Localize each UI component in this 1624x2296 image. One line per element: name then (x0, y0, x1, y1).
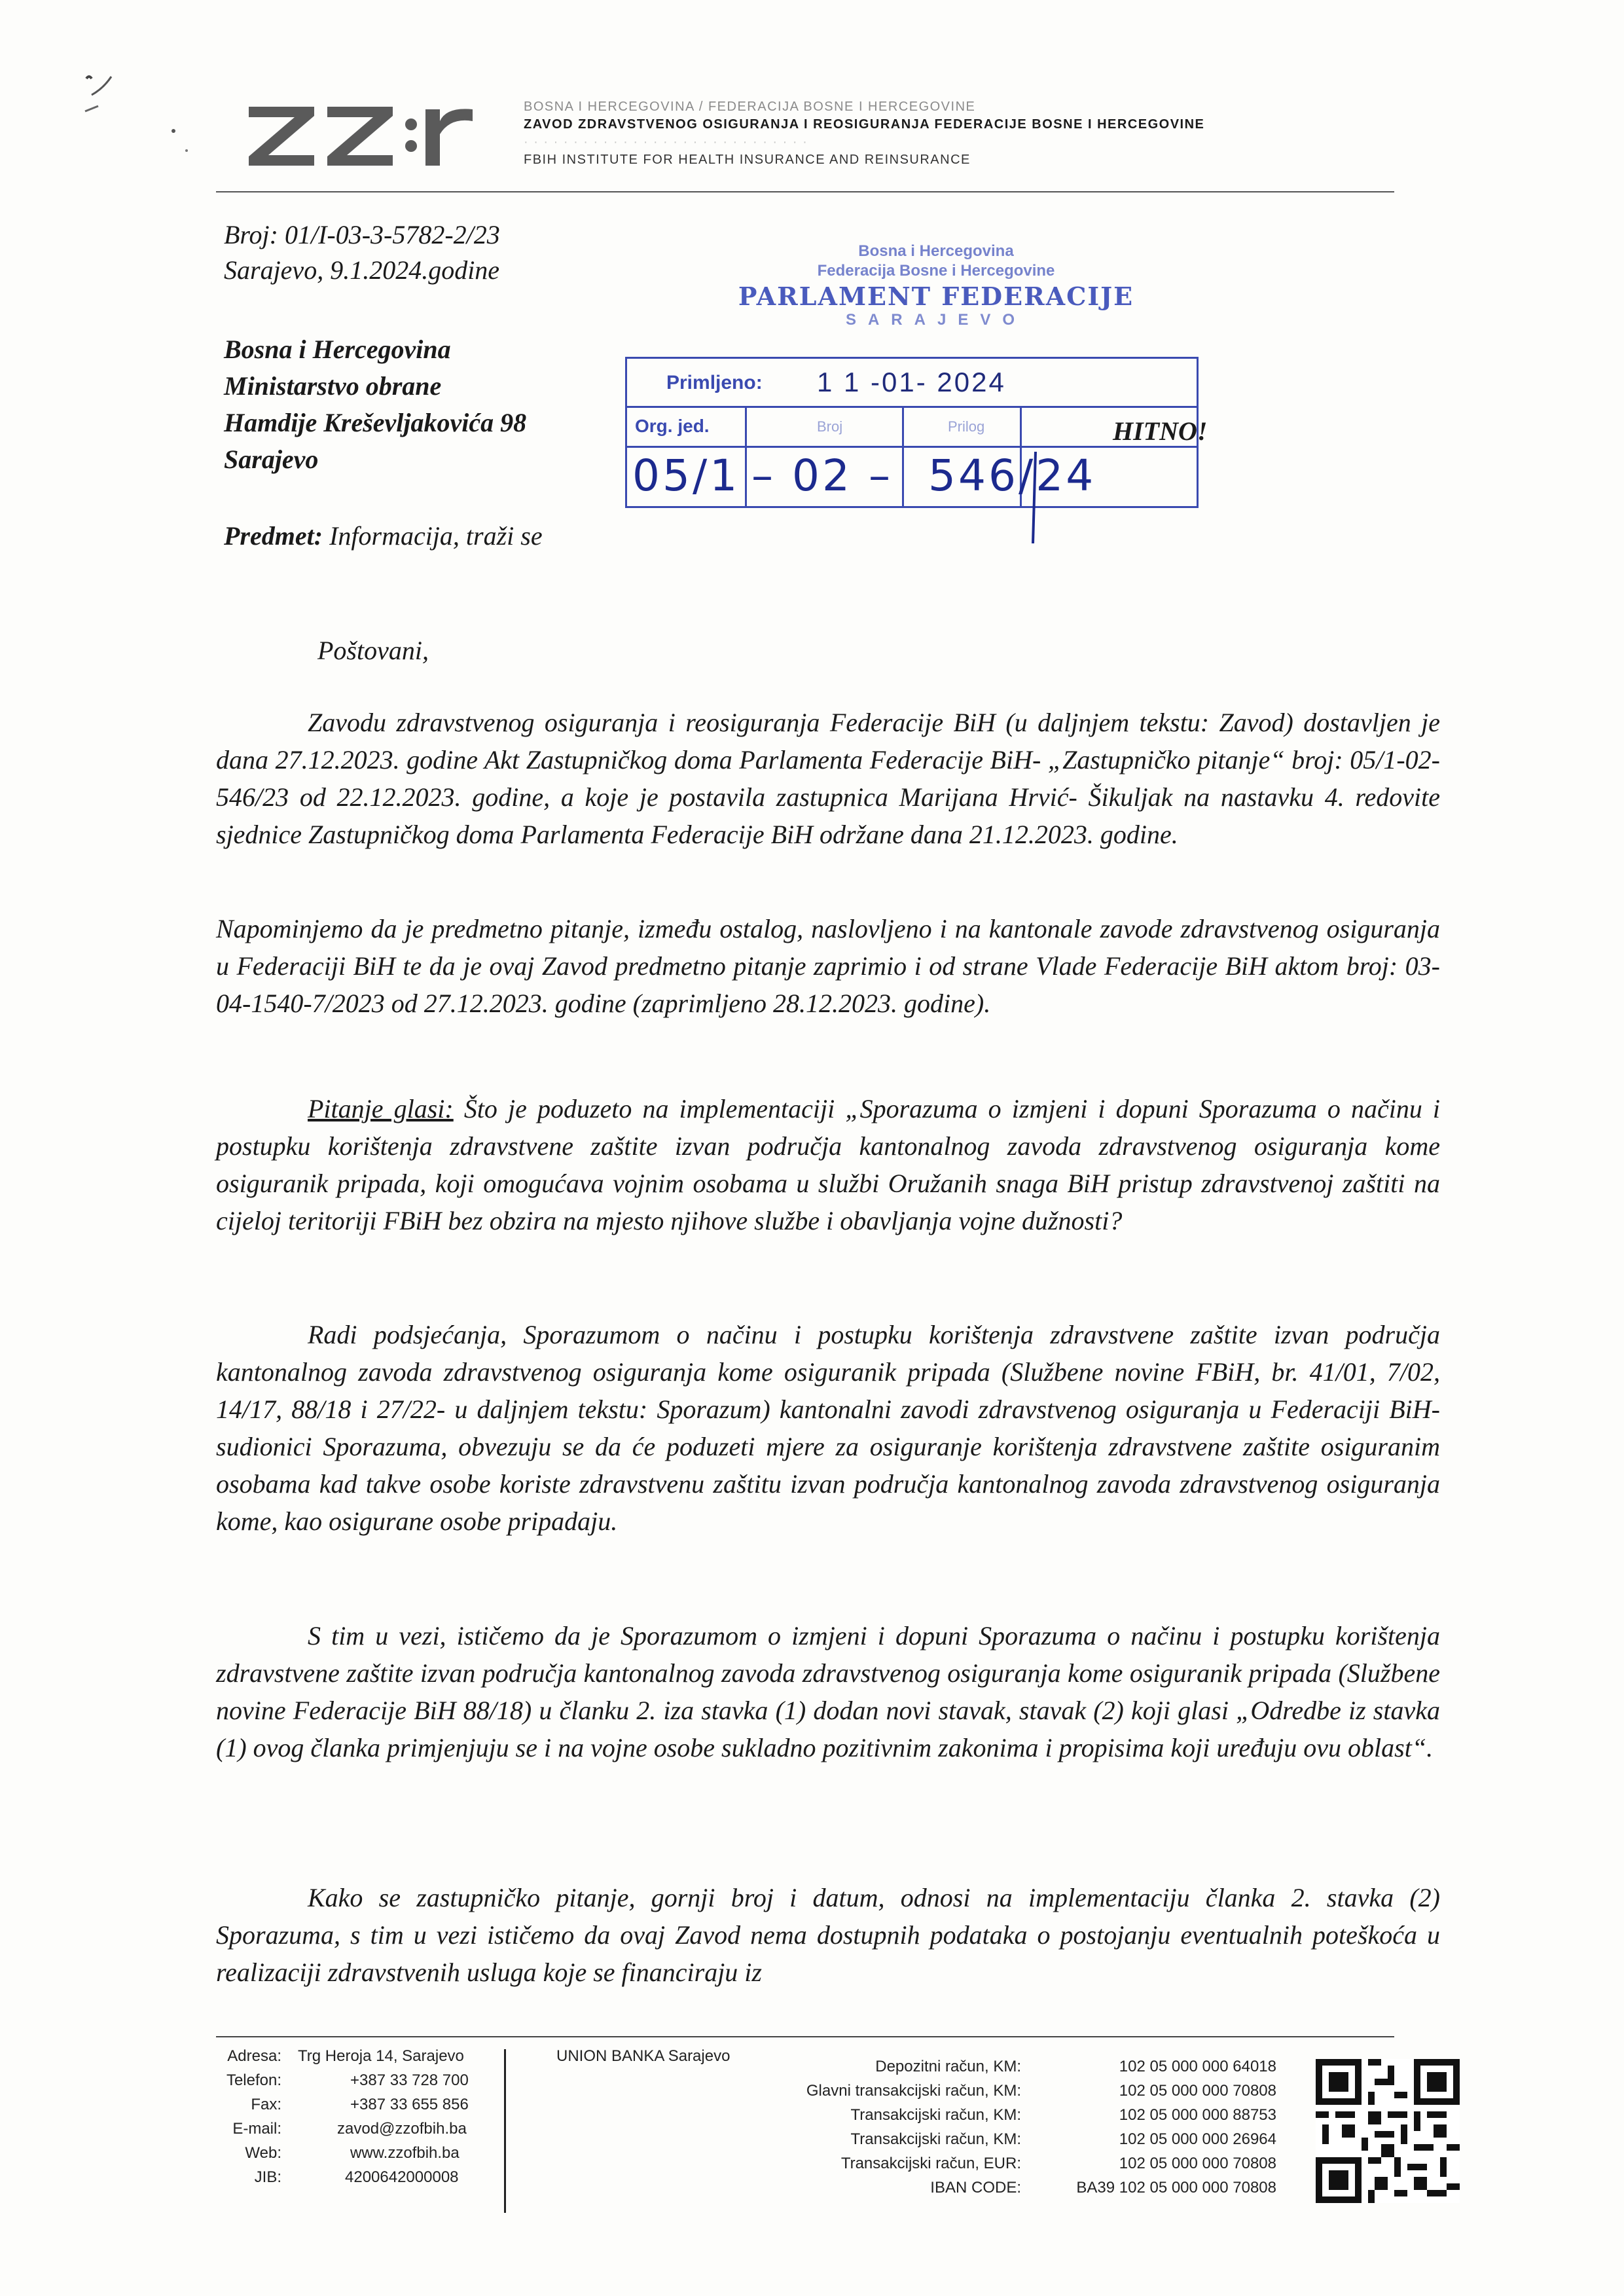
stamp-divider-1 (745, 408, 747, 506)
footer-label-fax: Fax: (251, 2096, 281, 2113)
footer-phone: +387 33 728 700 (350, 2071, 469, 2089)
paragraph-5: S tim u vezi, ističemo da je Sporazumom o izmjeni i dopuni Sporazuma o načinu i postupku korištenja zdravstvene zaštite izvan područja kantonalnog zavoda zdravstvenog osiguranja kome osiguranik pripada (Službene novine Federacije BiH 88/18) u članku 2. iza stavka (1) dodan novi stavak, stavak (2) koji glasi „Odredbe iz stavka (1) ovog članka primjenjuju se i na vojne osobe sukladno pozitivnim zakonima i propisima koji uređuju ovu oblast“. (216, 1621, 1440, 1762)
pen-scribble (39, 33, 209, 164)
recipient-line-4: Sarajevo (224, 445, 319, 474)
footer-account-labels (720, 2054, 1021, 2200)
header-line-2: ZAVOD ZDRAVSTVENOG OSIGURANJA I REOSIGURANJA FEDERACIJE BOSNE I HERCEGOVINE (524, 117, 1205, 132)
subject-label: Predmet: (224, 521, 323, 551)
footer-label-jib: JIB: (254, 2168, 281, 2186)
footer-contact-values (298, 2044, 488, 2189)
subject-line (224, 520, 543, 551)
stamp-hand-org: 05/1 (632, 450, 740, 501)
footer-account-5: 102 05 000 000 70808 (1119, 2155, 1276, 2172)
footer-account-4: 102 05 000 000 26964 (1119, 2130, 1276, 2148)
footer-account-label-4: Transakcijski račun, KM: (850, 2130, 1021, 2148)
footer-divider (216, 2036, 1394, 2037)
question-paragraph (216, 1090, 1440, 1239)
footer-web: www.zzofbih.ba (350, 2144, 460, 2162)
footer-address: Trg Heroja 14, Sarajevo (298, 2047, 464, 2065)
stamp-line-4: SARAJEVO (845, 311, 1027, 329)
header-line-3: FBIH INSTITUTE FOR HEALTH INSURANCE AND REINSURANCE (524, 153, 971, 167)
footer-fax: +387 33 655 856 (350, 2096, 469, 2113)
recipient-line-3: Hamdije Kreševljakovića 98 (224, 408, 527, 437)
reference-block (224, 217, 500, 288)
header-divider (216, 191, 1394, 192)
header-line-1: BOSNA I HERCEGOVINA / FEDERACIJA BOSNE I HERCEGOVINE (524, 100, 976, 114)
stamp-col-broj: Broj (817, 418, 843, 435)
footer-jib: 4200642000008 (345, 2168, 459, 2186)
stamp-org-label: Org. jed. (635, 416, 710, 436)
stamp-received-row (627, 359, 1197, 408)
footer-account-label-6: IBAN CODE: (930, 2179, 1021, 2196)
footer-account-1: 102 05 000 000 64018 (1119, 2058, 1276, 2075)
footer-bank-name: UNION BANKA Sarajevo (556, 2047, 731, 2065)
header-line-blurred: · · · · · · · · · · · · · · · · · · · · · · · · · · · · · (524, 135, 808, 149)
footer-column-divider (504, 2049, 506, 2213)
footer-label-web: Web: (245, 2144, 281, 2162)
stamp-hand-stroke (1021, 452, 1047, 550)
footer-label-phone: Telefon: (226, 2071, 281, 2089)
recipient-line-2: Ministarstvo obrane (224, 371, 442, 401)
footer-email: zavod@zzofbih.ba (337, 2120, 467, 2138)
footer-account-3: 102 05 000 000 88753 (1119, 2106, 1276, 2124)
paragraph-6: Kako se zastupničko pitanje, gornji broj i datum, odnosi na implementaciju članka 2. stavka (2) Sporazuma, s tim u vezi ističemo da ovaj Zavod nema dostupnih podataka o postojanju eventualnih poteškoća u realizaciji zdravstvenih usluga koje se financiraju iz (216, 1883, 1440, 1987)
qr-code (1316, 2059, 1460, 2203)
footer-account-label-1: Depozitni račun, KM: (875, 2058, 1021, 2075)
footer-contact-labels (170, 2044, 281, 2189)
stamp-received-date: 1 1 -01- 2024 (817, 367, 1006, 397)
institute-header (524, 98, 1276, 169)
footer-label-email: E-mail: (232, 2120, 281, 2138)
stamp-divider-2 (902, 408, 904, 506)
recipient-line-1: Bosna i Hercegovina (224, 335, 451, 364)
footer-account-label-5: Transakcijski račun, EUR: (840, 2155, 1021, 2172)
paragraph-2: Napominjemo da je predmetno pitanje, između ostalog, naslovljeno i na kantonale zavode zdravstvenog osiguranja u Federaciji BiH te da je ovaj Zavod predmetno pitanje zaprimio i od strane Vlade Federacije BiH aktom broj: 03-04-1540-7/2023 od 27.12.2023. godine (zaprimljeno 28.12.2023. godine). (216, 914, 1440, 1018)
parliament-stamp-header (674, 242, 1198, 329)
footer-iban: BA39 102 05 000 000 70808 (1076, 2179, 1276, 2196)
paragraph-1: Zavodu zdravstvenog osiguranja i reosiguranja Federacije BiH (u daljnjem tekstu: Zavod) dostavljen je dana 27.12.2023. godine Akt Zastupničkog doma Parlamenta Federacije BiH- „Zastupničko pitanje“ broj: 05/1-02-546/23 od 22.12.2023. godine, a koje je postavila zastupnica Marijana Hrvić- Šikuljak na nastavku 4. redovite sjednice Zastupničkog doma Parlamenta Federacije BiH održane dana 21.12.2023. godine. (216, 708, 1440, 849)
stamp-line-1: Bosna i Hercegovina (858, 242, 1014, 260)
stamp-header-row (627, 408, 1197, 448)
footer-account-values (1041, 2054, 1276, 2200)
stamp-hand-case: 546/24 (928, 450, 1096, 501)
footer-label-address: Adresa: (227, 2047, 281, 2065)
stamp-line-3: PARLAMENT FEDERACIJE (738, 282, 1134, 311)
paragraph-4: Radi podsjećanja, Sporazumom o načinu i postupku korištenja zdravstvene zaštite izvan područja kantonalnog zavoda zdravstvenog osiguranja kome osiguranik pripada (Službene novine FBiH, br. 41/01, 7/02, 14/17, 88/18 i 27/22- u daljnjem tekstu: Sporazum) kantonalni zavodi zdravstvenog osiguranja u Federaciji BiH- sudionici Sporazuma, obvezuju se da će poduzeti mjere za osiguranje korištenja zdravstvene zaštite osiguranim osobama kad takve osobe koriste zdravstvenu zaštitu izvan područja kantonalnog zavoda zdravstvenog osiguranja kome, kao osigurane osobe pripadaju. (216, 1320, 1440, 1536)
greeting: Poštovani, (317, 636, 429, 665)
stamp-line-2: Federacija Bosne i Hercegovine (817, 262, 1055, 280)
stamp-received-label: Primljeno: (666, 372, 763, 393)
question-text: Što je poduzeto na implementaciji „Sporazuma o izmjeni i dopuni Sporazuma o načinu i postupku korištenja zdravstvene zaštite izvan područja kantonalnog zavoda zdravstvenog osiguranja kome osiguranik pripada, koji omogućava vojnim osobama u službi Oružanih snaga BiH pristup zdravstvenoj zaštiti na cijeloj teritoriji FBiH bez obzira na mjesto njihove službe i obavljanja vojne dužnosti? (216, 1094, 1441, 1235)
footer-account-label-2: Glavni transakcijski račun, KM: (806, 2082, 1021, 2100)
institute-logo (242, 95, 484, 173)
reference-number: Broj: 01/I-03-3-5782-2/23 (224, 220, 500, 249)
stamp-hand-number: – 02 – (751, 450, 893, 501)
recipient-address (224, 331, 526, 478)
stamp-col-prilog: Prilog (948, 418, 985, 435)
footer-account-2: 102 05 000 000 70808 (1119, 2082, 1276, 2100)
footer-account-label-3: Transakcijski račun, KM: (850, 2106, 1021, 2124)
subject-text: Informacija, traži se (323, 521, 543, 551)
urgent-mark: HITNO! (1113, 416, 1208, 446)
question-label: Pitanje glasi: (308, 1094, 454, 1123)
reference-date: Sarajevo, 9.1.2024.godine (224, 255, 500, 285)
